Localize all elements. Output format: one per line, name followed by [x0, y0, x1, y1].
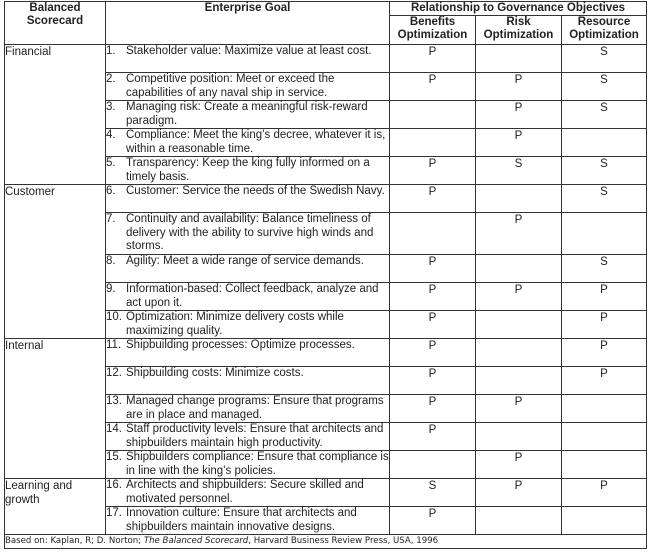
goal-text: Shipbuilding processes: Optimize processes. [126, 339, 355, 351]
goal-text: Customer: Service the needs of the Swedish Navy. [126, 185, 385, 197]
goal-text: Stakeholder value: Maximize value at least cost. [126, 45, 372, 57]
goal-cell [106, 507, 390, 535]
benefits-mark: P [390, 255, 476, 283]
citation-book-title: The Balanced Scorecard [143, 536, 249, 546]
goal-content [106, 395, 389, 422]
goal-text: Competitive position: Meet or exceed the capabilities of any naval ship in service. [126, 73, 335, 99]
risk-mark: P [476, 283, 562, 311]
benefits-mark: P [390, 45, 476, 73]
goal-cell [106, 479, 390, 507]
header-benefits-optimization: Benefits Optimization [390, 16, 476, 45]
goal-cell [106, 423, 390, 451]
goal-text: Shipbuilders compliance: Ensure that compliance is in line with the king’s policies. [126, 451, 389, 477]
benefits-mark: P [390, 311, 476, 339]
risk-mark [476, 311, 562, 339]
resource-mark: S [562, 185, 647, 213]
header-balanced-scorecard: Balanced Scorecard [5, 2, 106, 45]
goal-cell [106, 213, 390, 255]
benefits-mark [390, 213, 476, 255]
goal-cell [106, 185, 390, 213]
goal-text: Staff productivity levels: Ensure that architects and shipbuilders maintain high productivity. [126, 423, 384, 449]
benefits-mark [390, 451, 476, 479]
goal-number: 7. [106, 213, 116, 225]
goal-text: Transparency: Keep the king fully informed on a timely basis. [126, 157, 370, 183]
benefits-mark: S [390, 479, 476, 507]
resource-mark [562, 507, 647, 535]
resource-mark [562, 395, 647, 423]
goal-cell [106, 255, 390, 283]
risk-mark [476, 45, 562, 73]
table-row [5, 339, 647, 367]
risk-mark [476, 423, 562, 451]
goal-content [106, 311, 389, 338]
goal-number: 13. [106, 395, 122, 407]
table-row [5, 185, 647, 213]
benefits-mark: P [390, 423, 476, 451]
goal-content [106, 339, 389, 353]
goal-text: Agility: Meet a wide range of service demands. [126, 255, 364, 267]
benefits-mark: P [390, 395, 476, 423]
resource-mark: S [562, 101, 647, 129]
benefits-mark [390, 129, 476, 157]
goal-number: 4. [106, 129, 116, 141]
citation-suffix: , Harvard Business Review Press, USA, 1996 [248, 536, 439, 546]
benefits-mark: P [390, 367, 476, 395]
goal-content [106, 451, 389, 478]
goal-number: 11. [106, 339, 122, 351]
goal-cell [106, 395, 390, 423]
goal-number: 16. [106, 479, 122, 491]
goal-number: 2. [106, 73, 116, 85]
goal-number: 5. [106, 157, 116, 169]
benefits-mark: P [390, 283, 476, 311]
risk-mark: P [476, 479, 562, 507]
goal-cell [106, 73, 390, 101]
risk-mark [476, 507, 562, 535]
resource-mark [562, 213, 647, 255]
goal-content [106, 157, 389, 184]
header-enterprise-goal: Enterprise Goal [106, 2, 390, 45]
perspective-cell: Learning and growth [5, 479, 106, 535]
goal-number: 1. [106, 45, 116, 57]
risk-mark: S [476, 157, 562, 185]
goal-number: 9. [106, 283, 116, 295]
resource-mark: P [562, 479, 647, 507]
goal-content [106, 73, 389, 100]
goal-number: 12. [106, 367, 122, 379]
table-row [5, 479, 647, 507]
goal-text: Continuity and availability: Balance timeliness of delivery with the ability to survive high winds and storms. [126, 213, 374, 252]
benefits-mark: P [390, 185, 476, 213]
goal-content [106, 213, 389, 254]
benefits-mark: P [390, 339, 476, 367]
goal-text: Optimization: Minimize delivery costs while maximizing quality. [126, 311, 344, 337]
goal-content [106, 367, 389, 381]
goal-cell [106, 45, 390, 73]
risk-mark: P [476, 129, 562, 157]
risk-mark [476, 367, 562, 395]
goal-text: Compliance: Meet the king’s decree, whatever it is, within a reasonable time. [126, 129, 386, 155]
resource-mark [562, 451, 647, 479]
goal-cell [106, 129, 390, 157]
goal-text: Shipbuilding costs: Minimize costs. [126, 367, 304, 379]
benefits-mark [390, 101, 476, 129]
resource-mark: S [562, 45, 647, 73]
table-body [5, 45, 647, 535]
goal-cell [106, 451, 390, 479]
resource-mark: S [562, 157, 647, 185]
resource-mark: S [562, 73, 647, 101]
table-row [5, 45, 647, 73]
resource-mark: P [562, 367, 647, 395]
goal-content [106, 255, 389, 269]
goal-number: 15. [106, 451, 122, 463]
goal-number: 17. [106, 507, 122, 519]
goal-content [106, 283, 389, 310]
risk-mark: P [476, 395, 562, 423]
goal-content [106, 507, 389, 534]
goal-cell [106, 339, 390, 367]
goal-number: 6. [106, 185, 116, 197]
citation-prefix: Based on: Kaplan, R; D. Norton; [5, 536, 144, 546]
risk-mark: P [476, 213, 562, 255]
benefits-mark: P [390, 73, 476, 101]
goal-content [106, 129, 389, 156]
goal-content [106, 423, 389, 450]
benefits-mark: P [390, 157, 476, 185]
goal-cell [106, 101, 390, 129]
goal-text: Information-based: Collect feedback, analyze and act upon it. [126, 283, 379, 309]
goal-content [106, 185, 389, 199]
risk-mark: P [476, 73, 562, 101]
goal-text: Managed change programs: Ensure that programs are in place and managed. [126, 395, 384, 421]
risk-mark [476, 185, 562, 213]
goal-text: Managing risk: Create a meaningful risk-reward paradigm. [126, 101, 368, 127]
source-citation [5, 535, 647, 549]
goal-number: 14. [106, 423, 122, 435]
goal-content [106, 101, 389, 128]
header-risk-optimization: Risk Optimization [476, 16, 562, 45]
risk-mark: P [476, 451, 562, 479]
header-relationship: Relationship to Governance Objectives [390, 2, 647, 16]
balanced-scorecard-table [4, 1, 647, 549]
resource-mark: P [562, 339, 647, 367]
goal-number: 8. [106, 255, 116, 267]
goal-text: Architects and shipbuilders: Secure skilled and motivated personnel. [126, 479, 364, 505]
perspective-cell: Internal [5, 339, 106, 479]
goal-cell [106, 367, 390, 395]
goal-cell [106, 283, 390, 311]
goal-content [106, 479, 389, 506]
resource-mark: P [562, 311, 647, 339]
header-resource-optimization: Resource Optimization [562, 16, 647, 45]
risk-mark: P [476, 101, 562, 129]
perspective-cell: Customer [5, 185, 106, 339]
benefits-mark: P [390, 507, 476, 535]
resource-mark: P [562, 283, 647, 311]
goal-cell [106, 157, 390, 185]
goal-number: 3. [106, 101, 116, 113]
risk-mark [476, 339, 562, 367]
resource-mark [562, 129, 647, 157]
resource-mark: S [562, 255, 647, 283]
goal-cell [106, 311, 390, 339]
resource-mark [562, 423, 647, 451]
goal-text: Innovation culture: Ensure that architects and shipbuilders maintain innovative designs. [126, 507, 357, 533]
goal-content [106, 45, 389, 59]
perspective-cell: Financial [5, 45, 106, 185]
goal-number: 10. [106, 311, 122, 323]
risk-mark [476, 255, 562, 283]
